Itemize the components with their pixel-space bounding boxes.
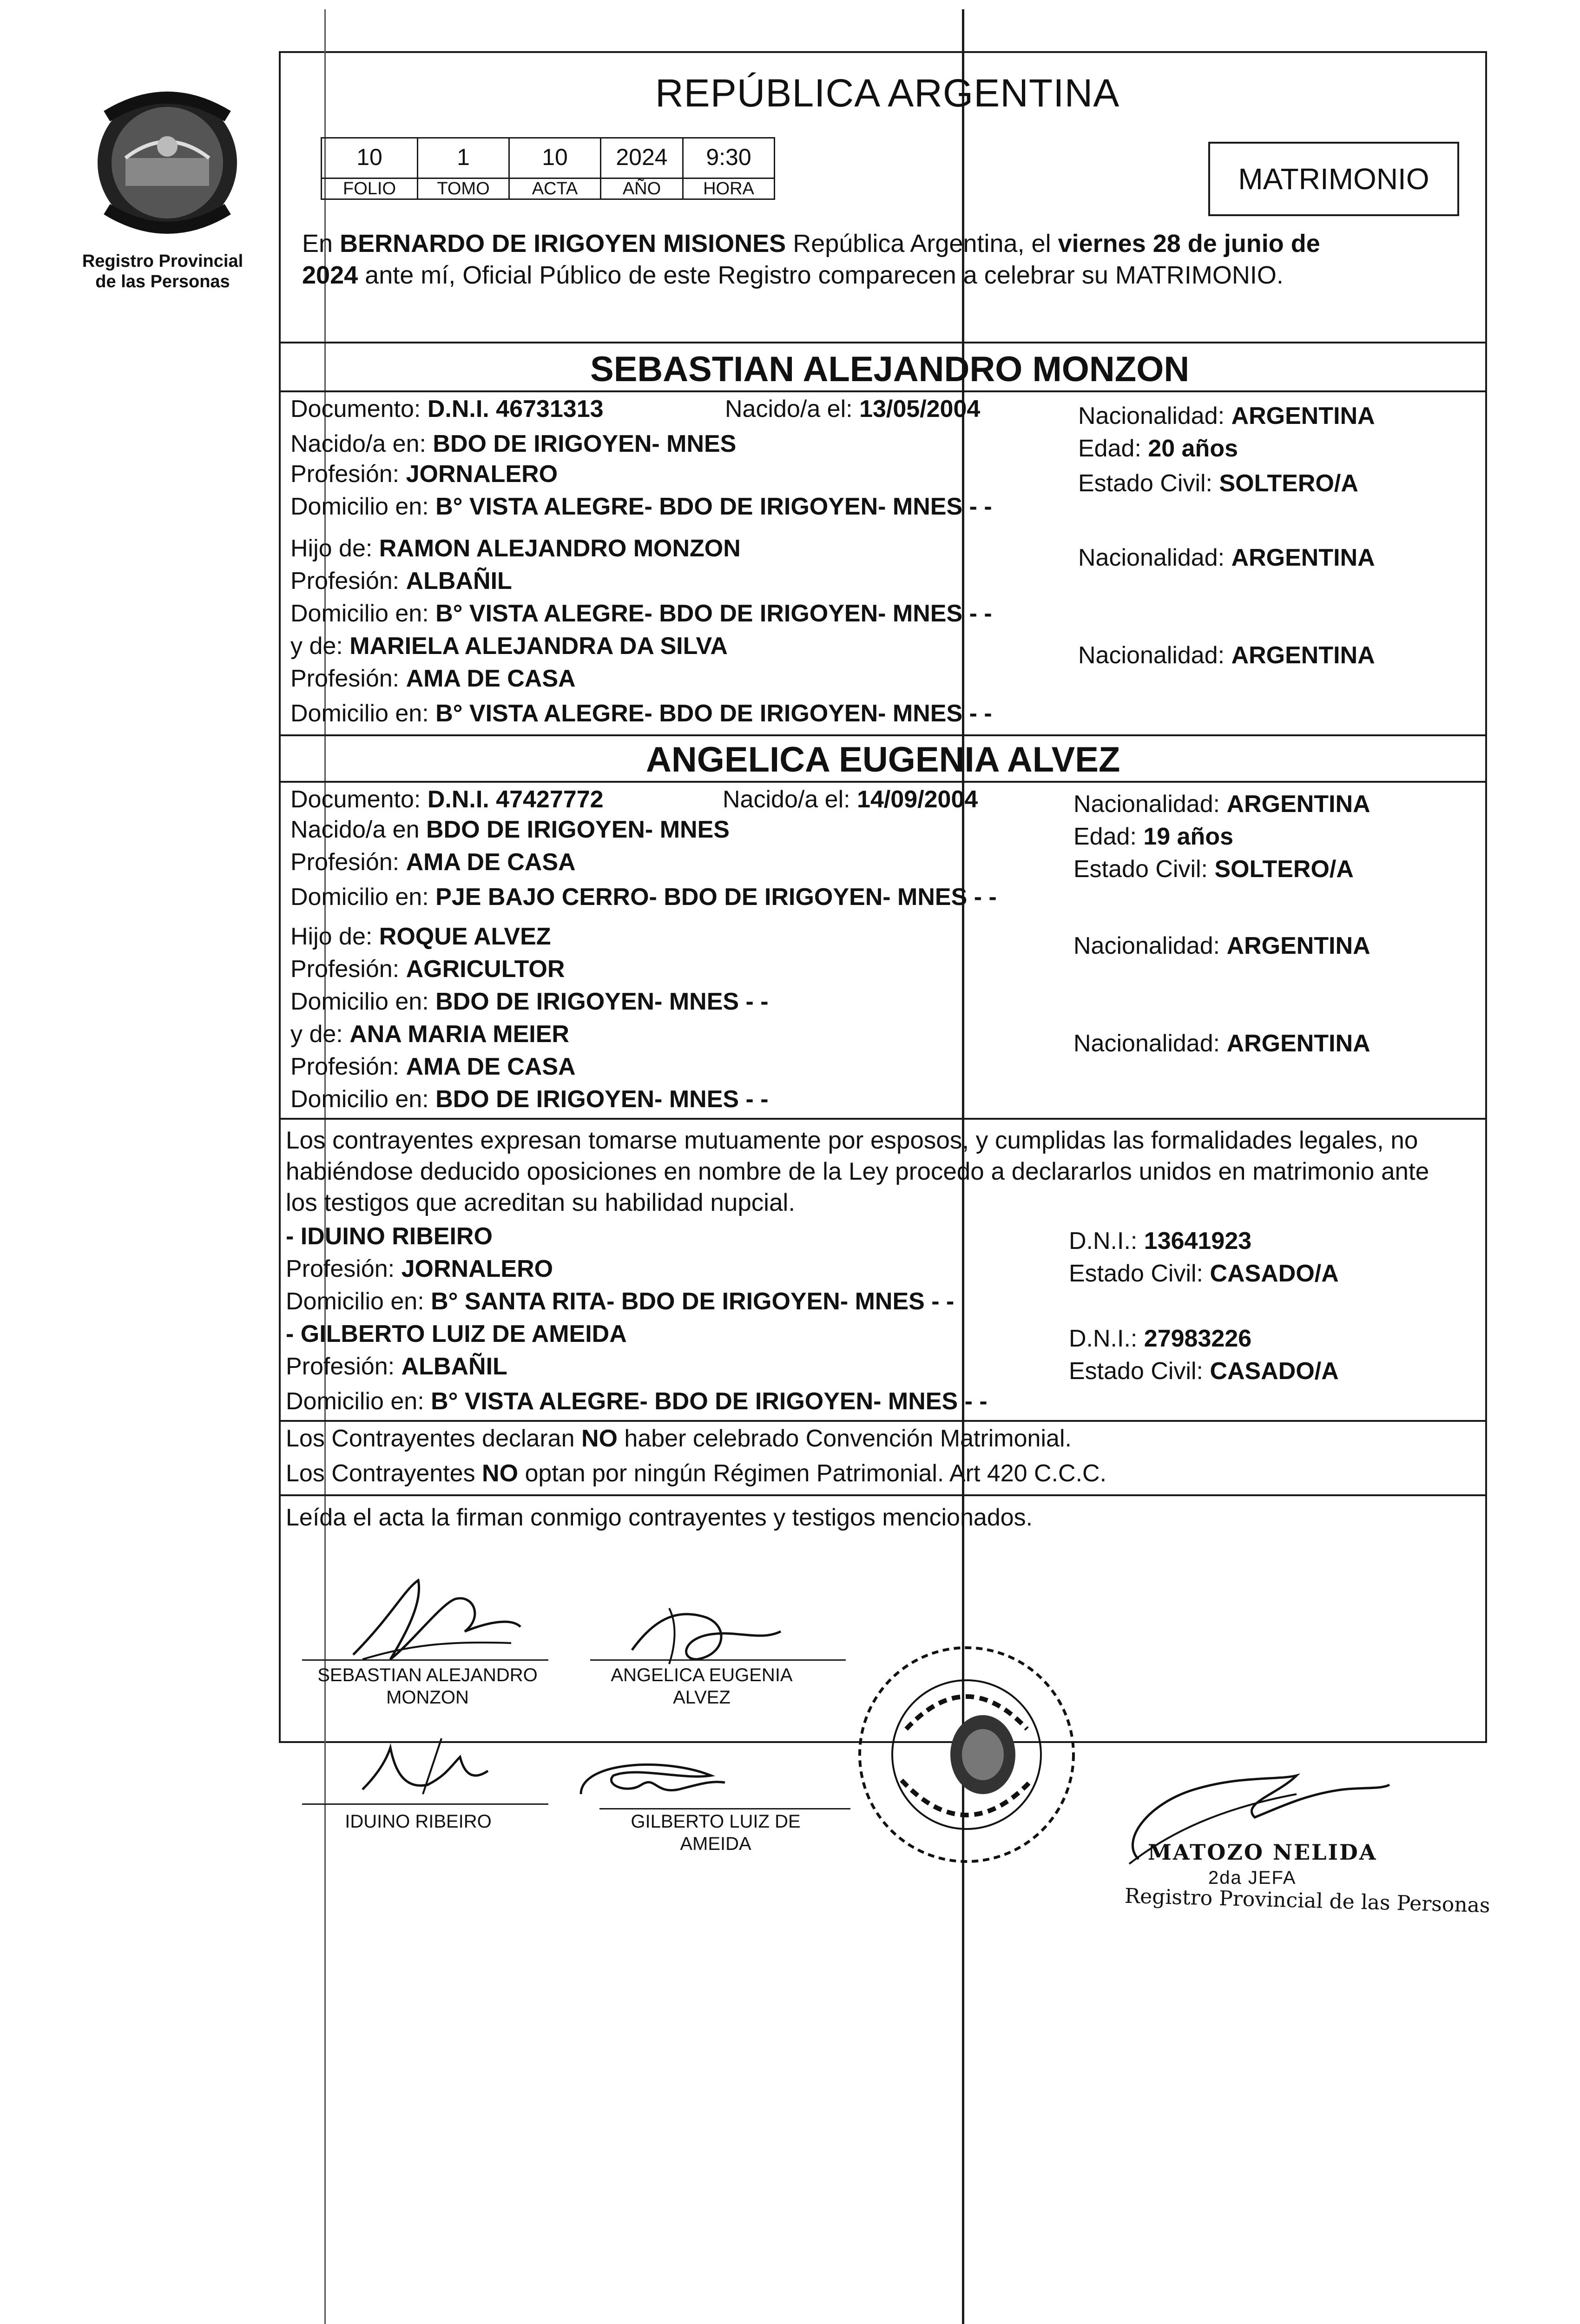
- witness2-civil-status: Estado Civil: CASADO/A: [1069, 1358, 1339, 1385]
- spouse2-address: Domicilio en: PJE BAJO CERRO- BDO DE IRIGOYEN- MNES - -: [290, 884, 997, 911]
- folio-label: FOLIO: [321, 178, 418, 200]
- spouse1-birthplace: Nacido/a en: BDO DE IRIGOYEN- MNES: [290, 430, 737, 457]
- spouse1-father-nationality: Nacionalidad: ARGENTINA: [1078, 544, 1375, 571]
- spouse1-address: Domicilio en: B° VISTA ALEGRE- BDO DE IRIGOYEN- MNES - -: [290, 493, 992, 520]
- spouse1-father-address: Domicilio en: B° VISTA ALEGRE- BDO DE IRIGOYEN- MNES - -: [290, 600, 992, 627]
- closing-statement: Leída el acta la firman conmigo contrayentes y testigos mencionados.: [286, 1504, 1033, 1531]
- spouse2-born: Nacido/a el: 14/09/2004: [723, 786, 978, 813]
- spouse2-mother-profession: Profesión: AMA DE CASA: [290, 1053, 576, 1080]
- logo-caption-line-2: de las Personas: [95, 272, 230, 291]
- acta-label: ACTA: [508, 178, 601, 200]
- spouse2-father-address: Domicilio en: BDO DE IRIGOYEN- MNES - -: [290, 988, 769, 1015]
- spouse2-age: Edad: 19 años: [1073, 823, 1233, 850]
- witness2-dni: D.N.I.: 27983226: [1069, 1325, 1252, 1352]
- spouse1-father-profession: Profesión: ALBAÑIL: [290, 568, 512, 594]
- intro-rest: ante mí, Oficial Público de este Registro comparecen a celebrar su MATRIMONIO.: [365, 261, 1284, 289]
- divider-s2-name: [279, 781, 1487, 783]
- logo-caption: [60, 251, 265, 292]
- witness-intro-2: habiéndose deducido oposiciones en nombre de la Ley procedo a declararlos unidos en matrimonio ante: [286, 1158, 1429, 1185]
- signature-line-4: [599, 1808, 850, 1809]
- spouse2-nationality: Nacionalidad: ARGENTINA: [1073, 791, 1370, 818]
- spouse2-birthplace: Nacido/a en BDO DE IRIGOYEN- MNES: [290, 816, 730, 843]
- spouse1-name: SEBASTIAN ALEJANDRO MONZON: [590, 350, 1190, 389]
- witness1-civil-status: Estado Civil: CASADO/A: [1069, 1260, 1339, 1287]
- spouse1-profession: Profesión: JORNALERO: [290, 461, 558, 488]
- divider-s1-name: [279, 390, 1487, 392]
- divider-s2-end: [279, 1118, 1487, 1120]
- anio-value: 2024: [600, 137, 684, 179]
- divider-intro: [279, 342, 1487, 343]
- spouse2-mother: y de: ANA MARIA MEIER: [290, 1021, 569, 1048]
- witness-intro-3: los testigos que acreditan su habilidad nupcial.: [286, 1189, 796, 1216]
- signature-line-3: [302, 1803, 548, 1805]
- spouse1-age: Edad: 20 años: [1078, 435, 1238, 462]
- official-round-stamp: [850, 1636, 1083, 1878]
- spouse1-born: Nacido/a el: 13/05/2004: [725, 396, 981, 423]
- acta-value: 10: [508, 137, 601, 179]
- intro-line-2: [302, 259, 1284, 291]
- signature-label-1: SEBASTIAN ALEJANDRO MONZON: [317, 1665, 538, 1708]
- spouse1-mother: y de: MARIELA ALEJANDRA DA SILVA: [290, 633, 728, 660]
- divider-regime-end: [279, 1494, 1487, 1496]
- spouse2-name: ANGELICA EUGENIA ALVEZ: [646, 740, 1120, 779]
- hora-label: HORA: [682, 178, 775, 200]
- witness1-address: Domicilio en: B° SANTA RITA- BDO DE IRIGOYEN- MNES - -: [286, 1288, 955, 1315]
- spouse1-civil-status: Estado Civil: SOLTERO/A: [1078, 470, 1358, 497]
- tomo-value: 1: [417, 137, 510, 179]
- anio-label: AÑO: [600, 178, 684, 200]
- witness2-address: Domicilio en: B° VISTA ALEGRE- BDO DE IRIGOYEN- MNES - -: [286, 1388, 988, 1415]
- spouse2-father-profession: Profesión: AGRICULTOR: [290, 956, 565, 983]
- signature-label-4: GILBERTO LUIZ DE AMEIDA: [631, 1811, 801, 1854]
- divider-s1-end: [279, 734, 1487, 736]
- province-seal-logo: [79, 70, 256, 246]
- spouse2-profession: Profesión: AMA DE CASA: [290, 849, 576, 876]
- intro-mid: República Argentina, el: [793, 230, 1051, 257]
- logo-caption-line-1: Registro Provincial: [82, 251, 244, 271]
- witness1-dni: D.N.I.: 13641923: [1069, 1228, 1252, 1254]
- doc-type-label: MATRIMONIO: [1238, 162, 1429, 196]
- spouse1-mother-address: Domicilio en: B° VISTA ALEGRE- BDO DE IRIGOYEN- MNES - -: [290, 700, 992, 727]
- signature-witness1: [335, 1720, 530, 1813]
- spouse2-doc: Documento: D.N.I. 47427772: [290, 786, 604, 813]
- intro-line-1: [302, 228, 1320, 259]
- witness2-profession: Profesión: ALBAÑIL: [286, 1353, 507, 1380]
- spouse2-father-nationality: Nacionalidad: ARGENTINA: [1073, 932, 1370, 959]
- spouse2-mother-address: Domicilio en: BDO DE IRIGOYEN- MNES - -: [290, 1086, 769, 1113]
- country-title: REPÚBLICA ARGENTINA: [655, 71, 1120, 115]
- signature-label-3: IDUINO RIBEIRO: [345, 1811, 492, 1832]
- spouse2-civil-status: Estado Civil: SOLTERO/A: [1073, 856, 1354, 883]
- intro-date: viernes 28 de junio de: [1058, 230, 1320, 257]
- signature-line-1: [302, 1659, 548, 1661]
- official-name: MATOZO NELIDA: [1148, 1840, 1377, 1865]
- intro-year: 2024: [302, 261, 358, 289]
- regime-line-2: Los Contrayentes NO optan por ningún Régimen Patrimonial. Art 420 C.C.C.: [286, 1460, 1107, 1487]
- spouse1-mother-profession: Profesión: AMA DE CASA: [290, 665, 576, 692]
- signature-line-2: [590, 1659, 846, 1661]
- spouse1-father: Hijo de: RAMON ALEJANDRO MONZON: [290, 535, 741, 562]
- witness-intro-1: Los contrayentes expresan tomarse mutuamente por esposos, y cumplidas las formalidades legales, no: [286, 1127, 1418, 1154]
- spouse2-mother-nationality: Nacionalidad: ARGENTINA: [1073, 1030, 1370, 1057]
- signature-spouse2: [613, 1590, 799, 1673]
- signature-label-2: ANGELICA EUGENIA ALVEZ: [611, 1665, 793, 1708]
- folio-value: 10: [321, 137, 418, 179]
- spouse1-mother-nationality: Nacionalidad: ARGENTINA: [1078, 642, 1375, 669]
- spouse1-doc: Documento: D.N.I. 46731313: [290, 396, 604, 423]
- official-registry: Registro Provincial de las Personas: [1124, 1884, 1491, 1918]
- witness2-name: - GILBERTO LUIZ DE AMEIDA: [286, 1320, 627, 1347]
- witness1-profession: Profesión: JORNALERO: [286, 1255, 553, 1282]
- official-title: 2da JEFA: [1208, 1868, 1297, 1888]
- spouse2-father: Hijo de: ROQUE ALVEZ: [290, 923, 551, 950]
- divider-witnesses-end: [279, 1420, 1487, 1422]
- tomo-label: TOMO: [417, 178, 510, 200]
- regime-line-1: Los Contrayentes declaran NO haber celebrado Convención Matrimonial.: [286, 1425, 1072, 1452]
- signature-witness2: [572, 1748, 767, 1813]
- witness1-name: - IDUINO RIBEIRO: [286, 1223, 493, 1250]
- intro-prefix: En: [302, 230, 333, 257]
- hora-value: 9:30: [682, 137, 775, 179]
- spouse1-nationality: Nacionalidad: ARGENTINA: [1078, 403, 1375, 429]
- intro-place: BERNARDO DE IRIGOYEN MISIONES: [340, 230, 786, 257]
